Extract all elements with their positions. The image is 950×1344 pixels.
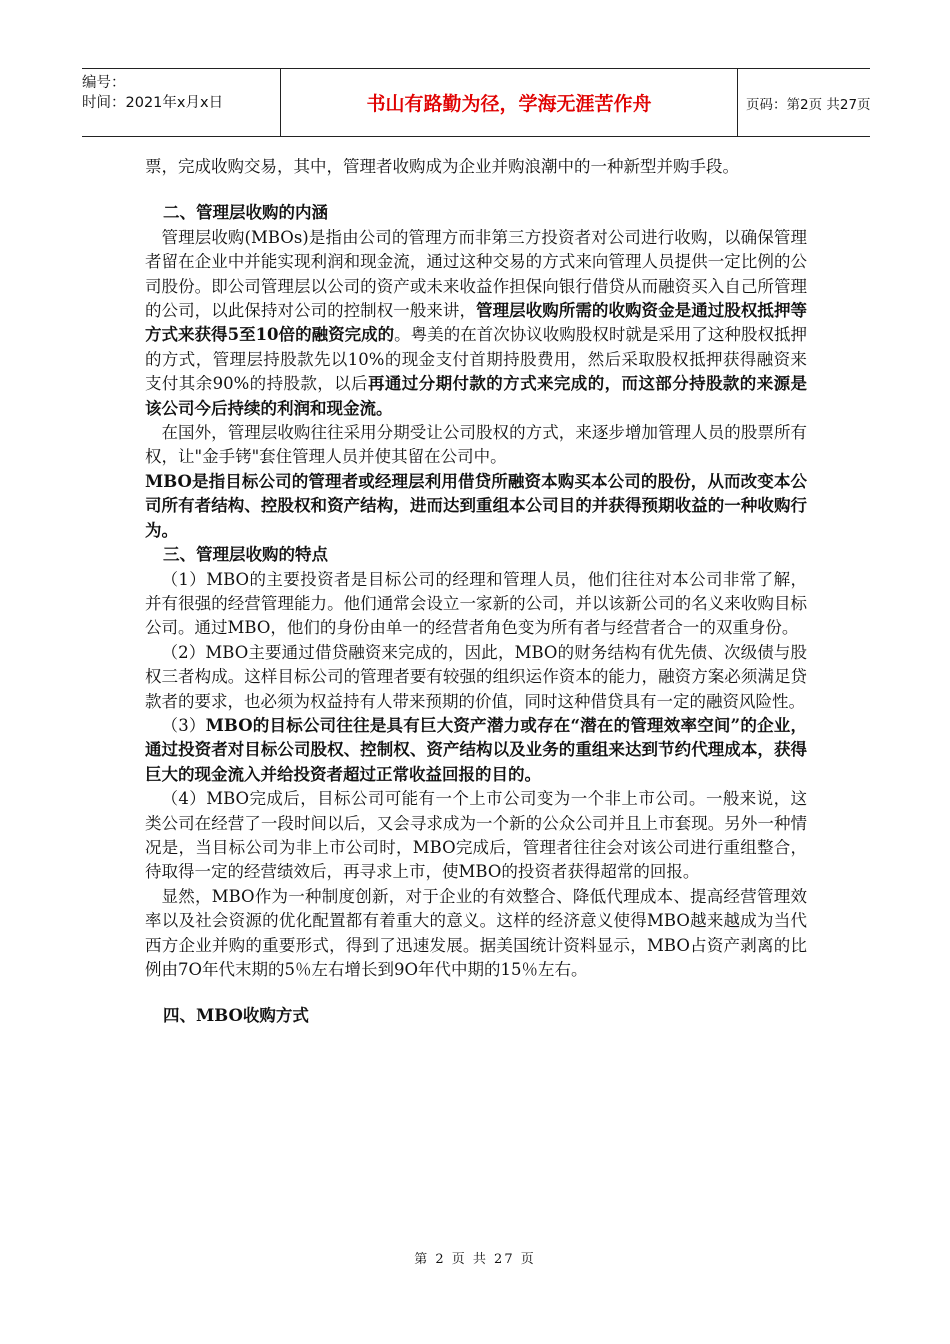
section-heading-3: 三、管理层收购的特点 (163, 545, 328, 565)
page-header (82, 68, 870, 137)
paragraph-significance: 显然，MBO作为一种制度创新，对于企业的有效整合、降低代理成本、提高经营管理效率以及社会资源的优化配置都有着重大的意义。这样的经济意义使得MBO越来越成为当代西方企业并购的重要形式，得到了迅速发展。据美国统计资料显示，MBO占资产剥离的比例由7O年代末期的5％左右增长到9O年代中期的15％左右。 (145, 886, 807, 979)
section-heading-4: 四、MBO收购方式 (163, 1006, 309, 1026)
feature-item-4: （4）MBO完成后，目标公司可能有一个上市公司变为一个非上市公司。一般来说，这类公司在经营了一段时间以后，又会寻求成为一个新的公众公司并且上市套现。另外一种情况是，当目标公司为非上市公司时，MBO完成后，管理者往往会对该公司进行重组整合，待取得一定的经营绩效后，再寻求上市，使MBO的投资者获得超常的回报。 (145, 789, 807, 882)
header-page-label: 页码：第2页 共27页 (746, 96, 871, 113)
paragraph-continued: 票，完成收购交易，其中，管理者收购成为企业并购浪潮中的一种新型并购手段。 (145, 157, 739, 176)
paragraph-mbo-bold-definition: MBO是指目标公司的管理者或经理层利用借贷所融资本购买本公司的股份，从而改变本公司所有者结构、控股权和资产结构，进而达到重组本公司目的并获得预期收益的一种收购行为。 (145, 471, 807, 540)
section-heading-2: 二、管理层收购的内涵 (163, 203, 328, 223)
feature-item-3: （3）MBO的目标公司往往是具有巨大资产潜力或存在“潜在的管理效率空间”的企业，通过投资者对目标公司股权、控制权、资产结构以及业务的重组来达到节约代理成本，获得巨大的现金流入并给投资者超过正常收益回报的目的。 (145, 715, 808, 784)
bold-phrase-installment: 再通过分期付款的方式来完成的，而这部分持股款的来源是该公司今后持续的利润和现金流。 (145, 374, 807, 418)
header-meta (82, 69, 280, 136)
document-number-label: 编号： (82, 75, 126, 91)
document-time-label: 时间：2021年x月x日 (82, 95, 224, 111)
feature-item-2: （2）MBO主要通过借贷融资来完成的，因此，MBO的财务结构有优先债、次级债与股权三者构成。这样目标公司的管理者要有较强的组织运作资本的能力，融资方案必须满足贷款者的要求，也必须为权益持有人带来预期的价值，同时这种借贷具有一定的融资风险性。 (145, 642, 807, 711)
feature-item-1: （1）MBO的主要投资者是目标公司的经理和管理人员，他们往往对本公司非常了解，并有很强的经营管理能力。他们通常会设立一家新的公司，并以该新公司的名义来收购目标公司。通过MBO，他们的身份由单一的经营者角色变为所有者与经营者合一的双重身份。 (145, 569, 807, 638)
paragraph-foreign-practice: 在国外，管理层收购往往采用分期受让公司股权的方式，来逐步增加管理人员的股票所有权，让"金手铐"套住管理人员并使其留在公司中。 (145, 423, 807, 467)
paragraph-mbo-definition: 管理层收购(MBOs)是指由公司的管理方而非第三方投资者对公司进行收购，以确保管理者留在企业中并能实现利润和现金流，通过这种交易的方式来向管理人员提供一定比例的公司股份。即公司管理层以公司的资产或未来收益作担保向银行借贷从而融资买入自己所管理的公司，以此保持对公司的控制权一般来讲，管理层收购所需的收购资金是通过股权抵押等方式来获得5至10倍的融资完成的。粤美的在首次协议收购股权时就是采用了这种股权抵押的方式，管理层持股款先以10%的现金支付首期持股费用，然后采取股权抵押获得融资来支付其余90%的持股款，以后再通过分期付款的方式来完成的，而这部分持股款的来源是该公司今后持续的利润和现金流。 (145, 227, 808, 418)
bold-phrase-financing: 管理层收购所需的收购资金是通过股权抵押等方式来获得5至10倍的融资完成的 (145, 301, 808, 345)
header-motto: 书山有路勤为径，学海无涯苦作舟 (280, 69, 738, 136)
document-body (145, 155, 807, 1029)
page-footer: 第 2 页 共 27 页 (414, 1252, 536, 1267)
